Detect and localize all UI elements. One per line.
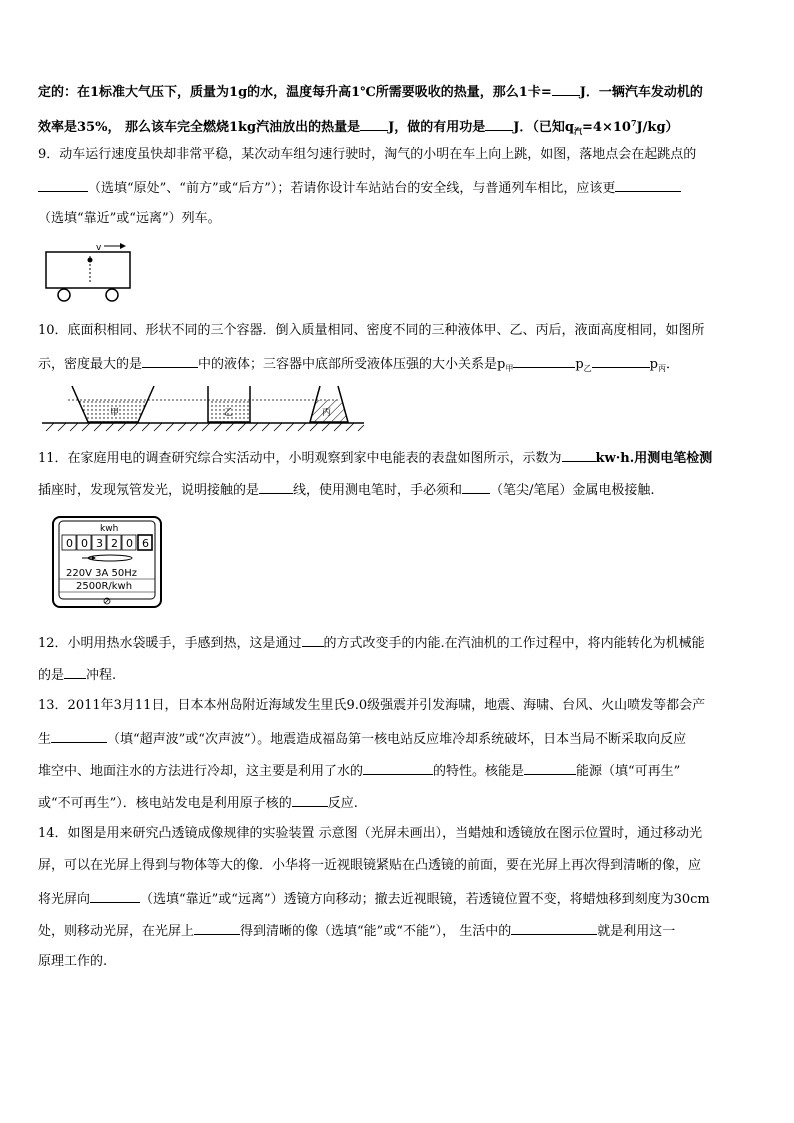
q14-line-5 [38,953,107,971]
answer-blank[interactable] [511,921,597,935]
q14-text: 屏，可以在光屏上得到与物体等大的像．小华将一近视眼镜紧贴在凸透镜的前面，要在光屏上再次得到清晰的像，应 [38,858,702,873]
answer-blank[interactable] [360,117,388,131]
q14-text: 得到清晰的像（选填“能”或“不能”）， 生活中的 [240,924,512,939]
meter-rev: 2500R/kwh [76,581,133,592]
subscript: 乙 [583,364,592,373]
q9-text: （选填“靠近”或“远离”）列车。 [38,211,221,226]
meter-digit: 0 [81,537,88,550]
meter-digit: 2 [111,537,118,550]
q13-text: 的特性。核能是 [433,764,525,779]
person-dot [88,258,93,263]
q9-line-3 [38,210,221,228]
answer-blank[interactable] [51,729,107,743]
q10-text: 中的液体；三容器中底部所受液体压强的大小关系是p [198,357,506,372]
q12-text: 12．小明用热水袋暖手，手感到热，这是通过 [38,636,302,651]
answer-blank[interactable] [363,761,433,775]
q9-line-1 [38,146,696,164]
answer-blank[interactable] [194,921,240,935]
subscript: 甲 [505,364,514,373]
meter-digit: 6 [142,537,149,550]
meter-digit: 0 [126,537,133,550]
q12-text: 的是 [38,668,65,683]
answer-blank[interactable] [292,793,328,807]
superscript: 7 [630,118,637,128]
screw-slot [105,599,109,603]
q14-line-4 [38,921,675,941]
answer-blank[interactable] [485,117,513,131]
q8-text: J．（已知q [513,120,575,135]
wheel-right [106,289,118,301]
q11-text: 11．在家庭用电的调查研究综合实活动中，小明观察到家中电能表的表盘如图所示，示数为 [38,451,562,466]
q8-text: J，做的有用功是 [388,120,486,135]
q14-text: 将光屏向 [38,892,91,907]
q14-text: 处，则移动光屏，在光屏上 [38,924,195,939]
q13-text: 生 [38,732,52,747]
q8-line-1 [38,82,703,102]
q13-text: 或“不可再生”）．核电站发电是利用原子核的 [38,796,292,811]
q13-line-3 [38,761,680,781]
q11-text: kw·h.用测电笔检测 [595,451,713,466]
meter-digit: 0 [66,537,73,550]
answer-blank[interactable] [38,178,88,192]
answer-blank[interactable] [462,480,490,494]
q8-text: 定的：在1标准大气压下，质量为1g的水，温度每升高1℃所需要吸收的热量，那么1卡= [38,85,552,100]
q10-line-2 [38,354,679,378]
arrow-head-icon [120,243,126,249]
train-figure [40,238,140,308]
q13-line-4 [38,793,358,813]
q8-line-2 [38,114,679,140]
answer-blank[interactable] [552,82,580,96]
answer-blank[interactable] [524,761,576,775]
q14-text: （选填“靠近”或“远离”）透镜方向移动；撤去近视眼镜，若透镜位置不变，将蜡烛移到刻度为30cm [140,892,710,907]
q10-line-1 [38,322,705,340]
label-jia: 甲 [110,408,120,418]
arrow-head-icon [92,556,96,560]
q11-text: 线，使用测电笔时，手必须和 [293,483,463,498]
q13-text: （填“超声波”或“次声波”）。地震造成福岛第一核电站反应堆冷却系统破坏，日本当局不断采取向反应 [107,732,687,747]
q10-text: p [649,357,658,372]
q11-line-1 [38,448,712,468]
q13-text: 13．2011年3月11日，日本本州岛附近海域发生里氏9.0级强震并引发海啸，地震、海啸、台风、火山喷发等都会产 [38,698,706,713]
subscript: 汽 [574,126,583,136]
q10-text: ． [666,357,680,372]
q13-text: 反应. [327,796,358,811]
q13-text: 堆空中、地面注水的方法进行冷却，这主要是利用了水的 [38,764,364,779]
wheel-left [58,289,70,301]
q12-text: 的方式改变手的内能.在汽油机的工作过程中，将内能转化为机械能 [323,636,705,651]
q11-text: （笔尖/笔尾）金属电极接触. [490,483,655,498]
q10-text: 10．底面积相同、形状不同的三个容器．倒入质量相同、密度不同的三种液体甲、乙、丙后，液面高度相同，如图所 [38,323,705,338]
electric-meter-figure [52,516,164,610]
q14-line-2 [38,857,701,875]
q8-text: =4×10 [582,120,631,135]
q12-text: 冲程. [86,668,117,683]
meter-digits [62,535,152,550]
answer-blank[interactable] [64,665,86,679]
subscript: 丙 [658,364,666,373]
answer-blank[interactable] [513,354,575,368]
meter-unit: kwh [100,524,119,534]
q11-line-2 [38,480,655,500]
answer-blank[interactable] [615,178,681,192]
answer-blank[interactable] [562,448,596,462]
q13-text: 能源（填“可再生” [576,764,681,779]
label-bing: 丙 [322,408,332,418]
q14-text: 原理工作的. [38,954,108,969]
q14-text: 14．如图是用来研究凸透镜成像规律的实验装置 示意图（光屏未画出），当蜡烛和透镜放在图示位置时，通过移动光 [38,826,703,841]
ground-hatch [46,423,364,431]
meter-spec: 220V 3A 50Hz [66,568,137,579]
answer-blank[interactable] [90,889,140,903]
meter-digit: 3 [96,537,103,550]
q14-line-3 [38,889,710,909]
q8-text: J/kg） [636,120,679,135]
q14-text: 就是利用这一 [597,924,676,939]
containers-figure [38,384,368,434]
answer-blank[interactable] [592,354,650,368]
q8-text: J．一辆汽车发动机的 [579,85,703,100]
q10-text: 示，密度最大的是 [38,357,143,372]
train-car [46,252,130,288]
q14-line-1 [38,825,702,843]
answer-blank[interactable] [302,633,324,647]
answer-blank[interactable] [259,480,293,494]
q12-line-2 [38,665,116,685]
q8-text: 效率是35%， 那么该车完全燃烧1kg汽油放出的热量是 [38,120,361,135]
q13-line-1 [38,697,705,715]
velocity-label: v [96,243,102,253]
q12-line-1 [38,633,705,653]
q9-text: 9．动车运行速度虽快却非常平稳，某次动车组匀速行驶时，淘气的小明在车上向上跳，如图，落地点会在起跳点的 [38,147,697,162]
q11-text: 插座时，发现氖管发光，说明接触的是 [38,483,260,498]
q9-text: （选填“原处”、“前方”或“后方”）；若请你设计车站站台的安全线，与普通列车相比，应该更 [88,181,616,196]
answer-blank[interactable] [142,354,198,368]
q13-line-2 [38,729,686,749]
q10-text: p [575,357,584,372]
q9-line-2 [38,178,681,198]
label-yi: 乙 [224,408,234,418]
